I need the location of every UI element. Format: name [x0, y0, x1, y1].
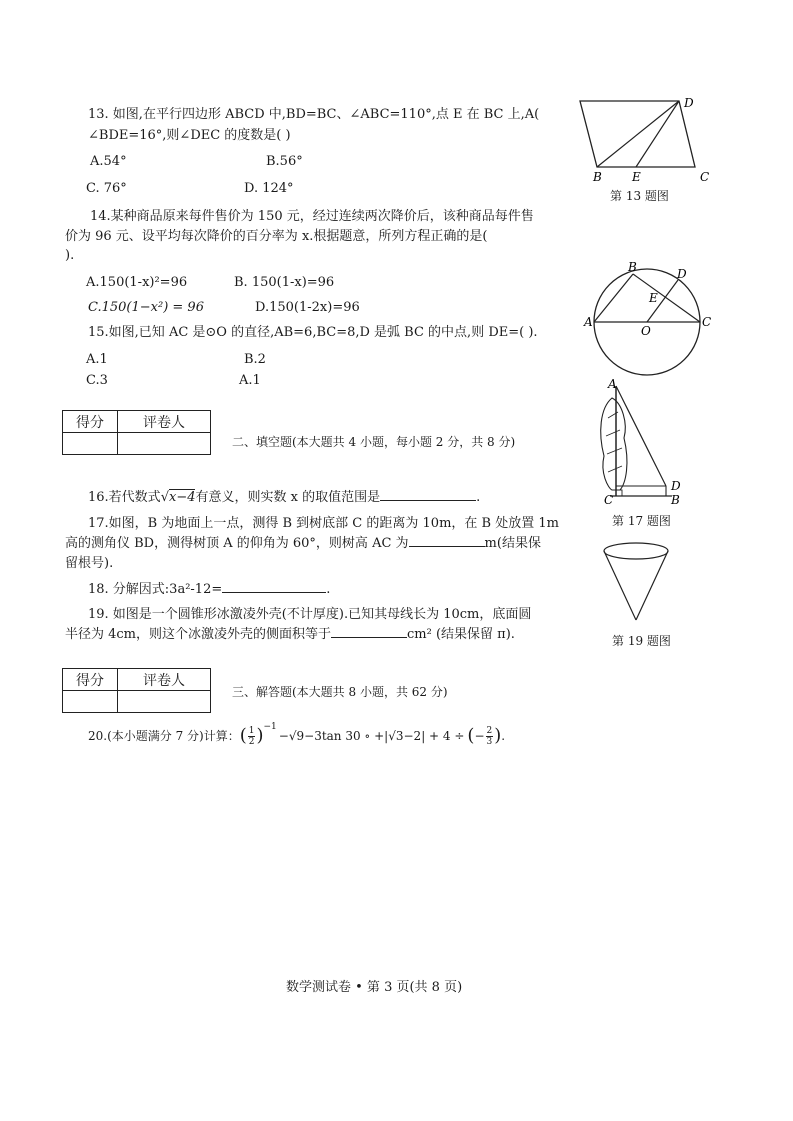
figure-19: [598, 540, 678, 630]
label-a: A: [584, 315, 593, 329]
score-cell[interactable]: [63, 691, 118, 713]
q18-end: .: [326, 582, 331, 597]
q14-option-c: C.150(1−x²) = 96: [88, 300, 204, 315]
q16-radical: √x−4: [160, 490, 196, 505]
q14-option-a: A.150(1-x)²=96: [86, 275, 188, 290]
q19-line2-a: 半径为 4cm，则这个冰激凌外壳的侧面积等于: [65, 627, 332, 642]
chord-bc: [633, 274, 700, 322]
q16-answer-blank[interactable]: [380, 488, 476, 501]
grader-label: 评卷人: [118, 411, 211, 433]
q19-line2: [65, 624, 515, 645]
label-c: C: [604, 493, 614, 507]
score-label: 得分: [63, 669, 118, 691]
q17-answer-blank[interactable]: [409, 534, 485, 547]
q19-answer-blank[interactable]: [331, 625, 407, 638]
grader-cell[interactable]: [118, 691, 211, 713]
figure-17: [590, 378, 700, 513]
q18: [88, 579, 330, 600]
q13-option-a: A.54°: [90, 154, 127, 169]
tree-crown: [601, 398, 627, 490]
diagonal-bd: [597, 101, 679, 167]
label-c: C: [702, 315, 712, 329]
figure-19-caption: 第 19 题图: [612, 634, 671, 648]
figure-15: [583, 260, 713, 380]
right-angle-mark: [616, 490, 622, 496]
label-b: B: [628, 260, 637, 274]
q13-option-d: D. 124°: [244, 181, 294, 196]
label-e: E: [649, 291, 658, 305]
grader-label: 评卷人: [118, 669, 211, 691]
label-d: D: [671, 479, 681, 493]
section-2-heading: 二、填空题(本大题共 4 小题，每小题 2 分，共 8 分): [232, 435, 516, 449]
q20-prefix: 20.(本小题满分 7 分)计算：: [88, 729, 240, 743]
label-b: B: [593, 170, 602, 184]
q17-line2-b: m(结果保: [484, 536, 541, 551]
score-cell[interactable]: [63, 433, 118, 455]
q17-line3: 留根号).: [65, 556, 114, 571]
label-o: O: [641, 324, 651, 338]
figure-17-caption: 第 17 题图: [612, 514, 671, 528]
q20-fraction-1: 1 2: [248, 725, 255, 747]
q13-line2: ∠BDE=16°,则∠DEC 的度数是( ): [88, 128, 291, 143]
q13-option-b: B.56°: [266, 154, 303, 169]
q16-prefix: 16.若代数式: [88, 490, 161, 505]
q16: [88, 487, 480, 508]
label-d: D: [677, 267, 687, 281]
q20-exponent: −1: [263, 722, 277, 732]
label-c: C: [700, 170, 710, 184]
q14-line1: 14.某种商品原来每件售价为 150 元，经过连续两次降价后，该种商品每件售: [90, 209, 534, 224]
q17-line2-a: 高的测角仪 BD，测得树顶 A 的仰角为 60°，则树高 AC 为: [65, 536, 409, 551]
q14-line2: 价为 96 元、设平均每次降价的百分率为 x.根据题意，所列方程正确的是(: [65, 229, 488, 244]
sight-line-ad: [616, 386, 666, 486]
q18-text: 18. 分解因式:3a²-12=: [88, 582, 223, 597]
score-table-2: [62, 668, 211, 713]
q15-option-a: A.1: [86, 352, 108, 367]
q16-suffix: 有意义，则实数 x 的取值范围是: [195, 490, 381, 505]
q18-answer-blank[interactable]: [222, 580, 326, 593]
q17-line1: 17.如图，B 为地面上一点，测得 B 到树底部 C 的距离为 10m，在 B 处放置 1m: [88, 516, 559, 531]
cone-base: [604, 543, 668, 559]
cone-side-right: [636, 551, 668, 620]
grader-cell[interactable]: [118, 433, 211, 455]
figure-13-caption: 第 13 题图: [610, 189, 669, 203]
q14-line3: ).: [65, 248, 75, 263]
cone-side-left: [604, 551, 636, 620]
q15-option-b: B.2: [244, 352, 266, 367]
q16-radicand: x−4: [168, 490, 196, 505]
q13-line1: 13. 如图,在平行四边形 ABCD 中,BD=BC、∠ABC=110°,点 E 在 BC 上,A(: [88, 107, 540, 122]
label-e: E: [632, 170, 641, 184]
q17-line2: [65, 533, 541, 554]
q15-line1: 15.如图,已知 AC 是⊙O 的直径,AB=6,BC=8,D 是弧 BC 的中点,则 DE=( ).: [88, 325, 538, 340]
label-d: D: [684, 96, 694, 110]
label-a: A: [608, 378, 617, 391]
q14-option-d: D.150(1-2x)=96: [255, 300, 360, 315]
label-b: B: [671, 493, 680, 507]
q13-option-c: C. 76°: [86, 181, 127, 196]
q20: 20.(本小题满分 7 分)计算： ( 1 2 ) −1 −√9−3tan 30 ∘ +|√3−2| + 4 ÷ ( − $\frac{2}{3}$ ) .: [88, 725, 505, 747]
segment-de: [636, 101, 679, 167]
q19-line2-b: cm² (结果保留 π).: [407, 627, 515, 642]
page-footer: 数学测试卷 • 第 3 页(共 8 页): [286, 980, 463, 995]
section-3-heading: 三、解答题(本大题共 8 小题，共 62 分): [232, 685, 448, 699]
q19-line1: 19. 如图是一个圆锥形冰激凌外壳(不计厚度).已知其母线长为 10cm，底面圆: [88, 607, 532, 622]
q14-option-b: B. 150(1-x)=96: [234, 275, 335, 290]
score-table-1: [62, 410, 211, 455]
q16-end: .: [476, 490, 481, 505]
score-label: 得分: [63, 411, 118, 433]
q15-option-d: A.1: [239, 373, 261, 388]
q20-fraction-2: $\frac{2}{3}$: [486, 725, 493, 747]
q20-middle: −√9−3tan 30 ∘ +|√3−2| + 4 ÷: [278, 729, 465, 743]
q15-option-c: C.3: [86, 373, 108, 388]
